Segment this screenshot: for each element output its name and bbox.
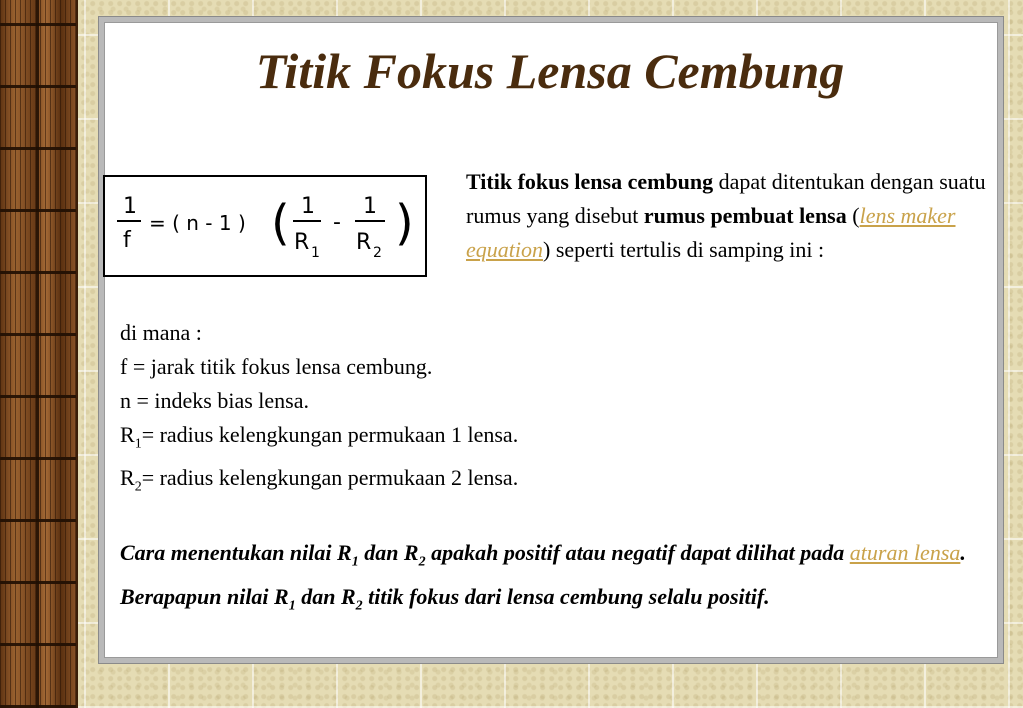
- note-sub-1: 1: [351, 554, 359, 570]
- note-sub-2: 2: [418, 554, 426, 570]
- note-text-2: dan R: [358, 540, 419, 565]
- slide-title: Titik Fokus Lensa Cembung: [255, 43, 845, 99]
- r1-label: R: [120, 422, 135, 447]
- sign-note-paragraph: [120, 535, 980, 624]
- formula-r1-denominator: R: [294, 230, 310, 255]
- intro-paragraph: [466, 165, 994, 267]
- intro-text-2: (: [846, 203, 860, 228]
- intro-text-3: ) seperti tertulis di samping ini :: [543, 237, 825, 262]
- r2-text: = radius kelengkungan permukaan 2 lensa.: [141, 465, 519, 491]
- definition-r2: [120, 461, 920, 504]
- r2-subscript: 2: [134, 479, 142, 495]
- definition-n: n = indeks bias lensa.: [120, 388, 309, 413]
- lens-maker-formula: [105, 177, 425, 275]
- definitions-list: [120, 316, 920, 505]
- formula-r2-subscript: 2: [373, 245, 382, 261]
- formula-lhs-denominator: f: [123, 228, 131, 253]
- formula-right-paren: ): [395, 195, 414, 251]
- intro-bold-term: Titik fokus lensa cembung: [466, 169, 714, 194]
- formula-middle: = ( n - 1 ): [149, 211, 246, 235]
- note-text-5: dan R: [295, 584, 356, 610]
- formula-r1-subscript: 1: [311, 245, 320, 261]
- note-text-4: . Berapapun nilai R: [120, 540, 966, 610]
- intro-bold-rumus: rumus pembuat lensa: [643, 203, 847, 228]
- note-text-3: apakah positif atau negatif dapat dilihat pada: [425, 540, 850, 565]
- lens-maker-equation-link[interactable]: lens maker equation: [466, 203, 956, 262]
- note-text-1: Cara menentukan nilai R: [120, 540, 352, 565]
- formula-r2-numerator: 1: [363, 194, 377, 219]
- note-sub-4: 2: [355, 598, 363, 614]
- r1-text: = radius kelengkungan permukaan 1 lensa.: [141, 422, 519, 447]
- wood-divider: [36, 0, 39, 708]
- aturan-lensa-link[interactable]: aturan lensa: [849, 540, 961, 565]
- formula-r1-numerator: 1: [301, 194, 315, 219]
- note-text-6: titik fokus dari lensa cembung selalu positif.: [362, 584, 770, 610]
- formula-lhs-numerator: 1: [123, 194, 137, 219]
- definitions-heading: di mana :: [120, 320, 202, 345]
- formula-minus: -: [333, 210, 341, 235]
- note-sub-3: 1: [288, 598, 296, 614]
- intro-text-1: dapat ditentukan dengan suatu rumus yang disebut: [466, 169, 986, 228]
- formula-r2-denominator: R: [356, 230, 372, 255]
- definition-f: f = jarak titik fokus lensa cembung.: [120, 354, 433, 379]
- r2-label: R: [120, 465, 135, 491]
- formula-left-paren: (: [271, 195, 290, 251]
- wood-border: [0, 0, 78, 708]
- r1-subscript: 1: [134, 436, 142, 452]
- definition-r1: [120, 418, 920, 461]
- formula-image: [103, 175, 427, 277]
